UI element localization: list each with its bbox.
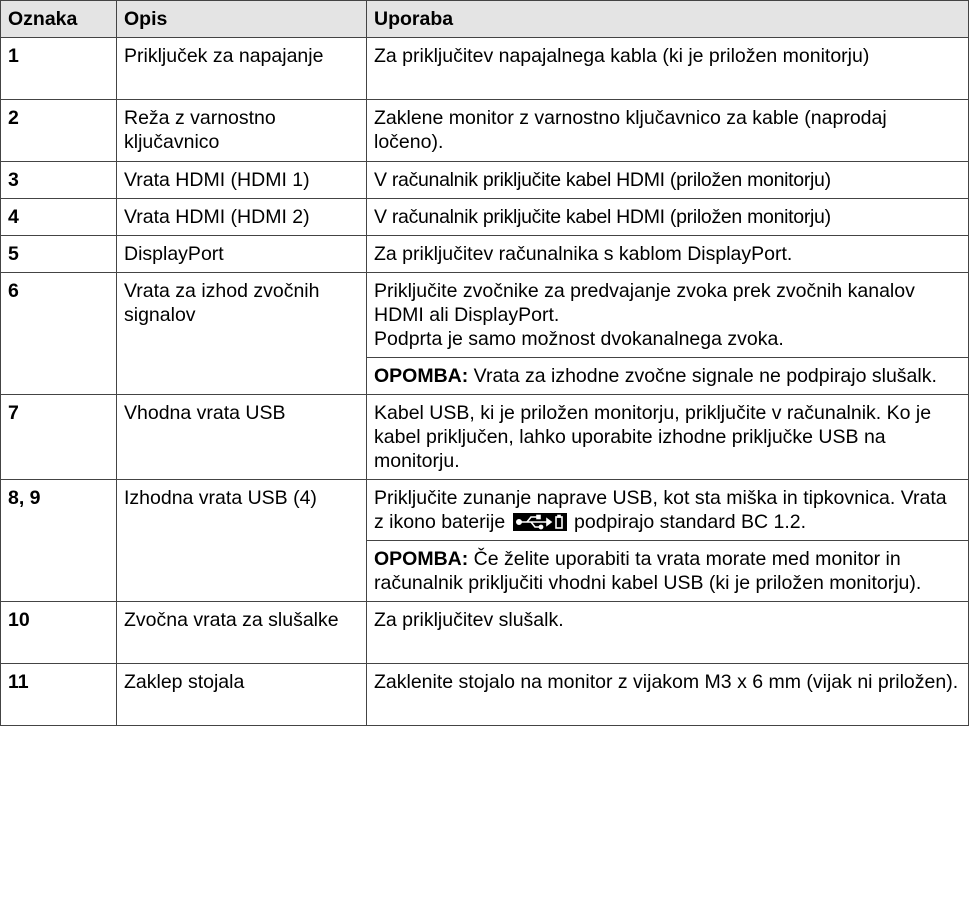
header-usage: Uporaba [367, 1, 969, 38]
row-usage: V računalnik priključite kabel HDMI (priložen monitorju) [367, 162, 969, 199]
row-usage [367, 480, 969, 602]
table-row [1, 100, 969, 162]
row-usage: Za priključitev slušalk. [367, 602, 969, 664]
row-label: 1 [1, 38, 117, 100]
row-description: Vrata HDMI (HDMI 1) [117, 162, 367, 199]
row-label: 8, 9 [1, 480, 117, 602]
table-row [1, 38, 969, 100]
table-header-row [1, 1, 969, 38]
usage-text [367, 480, 968, 540]
row-label: 6 [1, 273, 117, 395]
note-label: OPOMBA: [374, 548, 469, 570]
usage-text-part: podpirajo standard BC 1.2. [574, 511, 806, 533]
row-description: Vrata za izhod zvočnih signalov [117, 273, 367, 395]
usage-line: Priključite zvočnike za predvajanje zvoka prek zvočnih kanalov HDMI ali DisplayPort. [374, 280, 915, 326]
row-usage: Zaklene monitor z varnostno ključavnico za kable (naprodaj ločeno). [367, 100, 969, 162]
table-row [1, 199, 969, 236]
row-label: 10 [1, 602, 117, 664]
header-description: Opis [117, 1, 367, 38]
usage-line: Podprta je samo možnost dvokanalnega zvoka. [374, 328, 784, 350]
table-row [1, 395, 969, 480]
table-row [1, 602, 969, 664]
row-usage: Za priključitev napajalnega kabla (ki je priložen monitorju) [367, 38, 969, 100]
table-row [1, 162, 969, 199]
row-label: 4 [1, 199, 117, 236]
note-text: Če želite uporabiti ta vrata morate med monitor in računalnik priključiti vhodni kabel USB (ki je priložen monitorju). [374, 548, 922, 594]
row-description: Vhodna vrata USB [117, 395, 367, 480]
row-description: Zvočna vrata za slušalke [117, 602, 367, 664]
row-usage: V računalnik priključite kabel HDMI (priložen monitorju) [367, 199, 969, 236]
table-row [1, 236, 969, 273]
note [367, 540, 968, 601]
usb-battery-icon [513, 513, 567, 531]
row-description: Zaklep stojala [117, 664, 367, 726]
row-description: Reža z varnostno ključavnico [117, 100, 367, 162]
note-text: Vrata za izhodne zvočne signale ne podpirajo slušalk. [468, 365, 937, 387]
table-row [1, 273, 969, 395]
table-row [1, 480, 969, 602]
note [367, 357, 968, 394]
row-label: 7 [1, 395, 117, 480]
row-description: Priključek za napajanje [117, 38, 367, 100]
usage-text [367, 273, 968, 357]
row-usage: Kabel USB, ki je priložen monitorju, priključite v računalnik. Ko je kabel priključen, lahko uporabite izhodne priključke USB na monitorju. [367, 395, 969, 480]
row-usage [367, 273, 969, 395]
row-usage: Zaklenite stojalo na monitor z vijakom M3 x 6 mm (vijak ni priložen). [367, 664, 969, 726]
row-description: Vrata HDMI (HDMI 2) [117, 199, 367, 236]
row-description: DisplayPort [117, 236, 367, 273]
row-description: Izhodna vrata USB (4) [117, 480, 367, 602]
note-label: OPOMBA: [374, 365, 469, 387]
row-label: 3 [1, 162, 117, 199]
row-usage: Za priključitev računalnika s kablom DisplayPort. [367, 236, 969, 273]
row-label: 2 [1, 100, 117, 162]
table-row [1, 664, 969, 726]
row-label: 5 [1, 236, 117, 273]
row-label: 11 [1, 664, 117, 726]
usage-text-part: Priključite zunanje naprave USB, kot sta miška in tipkovnica. Vrata z ikono baterije [374, 487, 947, 533]
header-label: Oznaka [1, 1, 117, 38]
